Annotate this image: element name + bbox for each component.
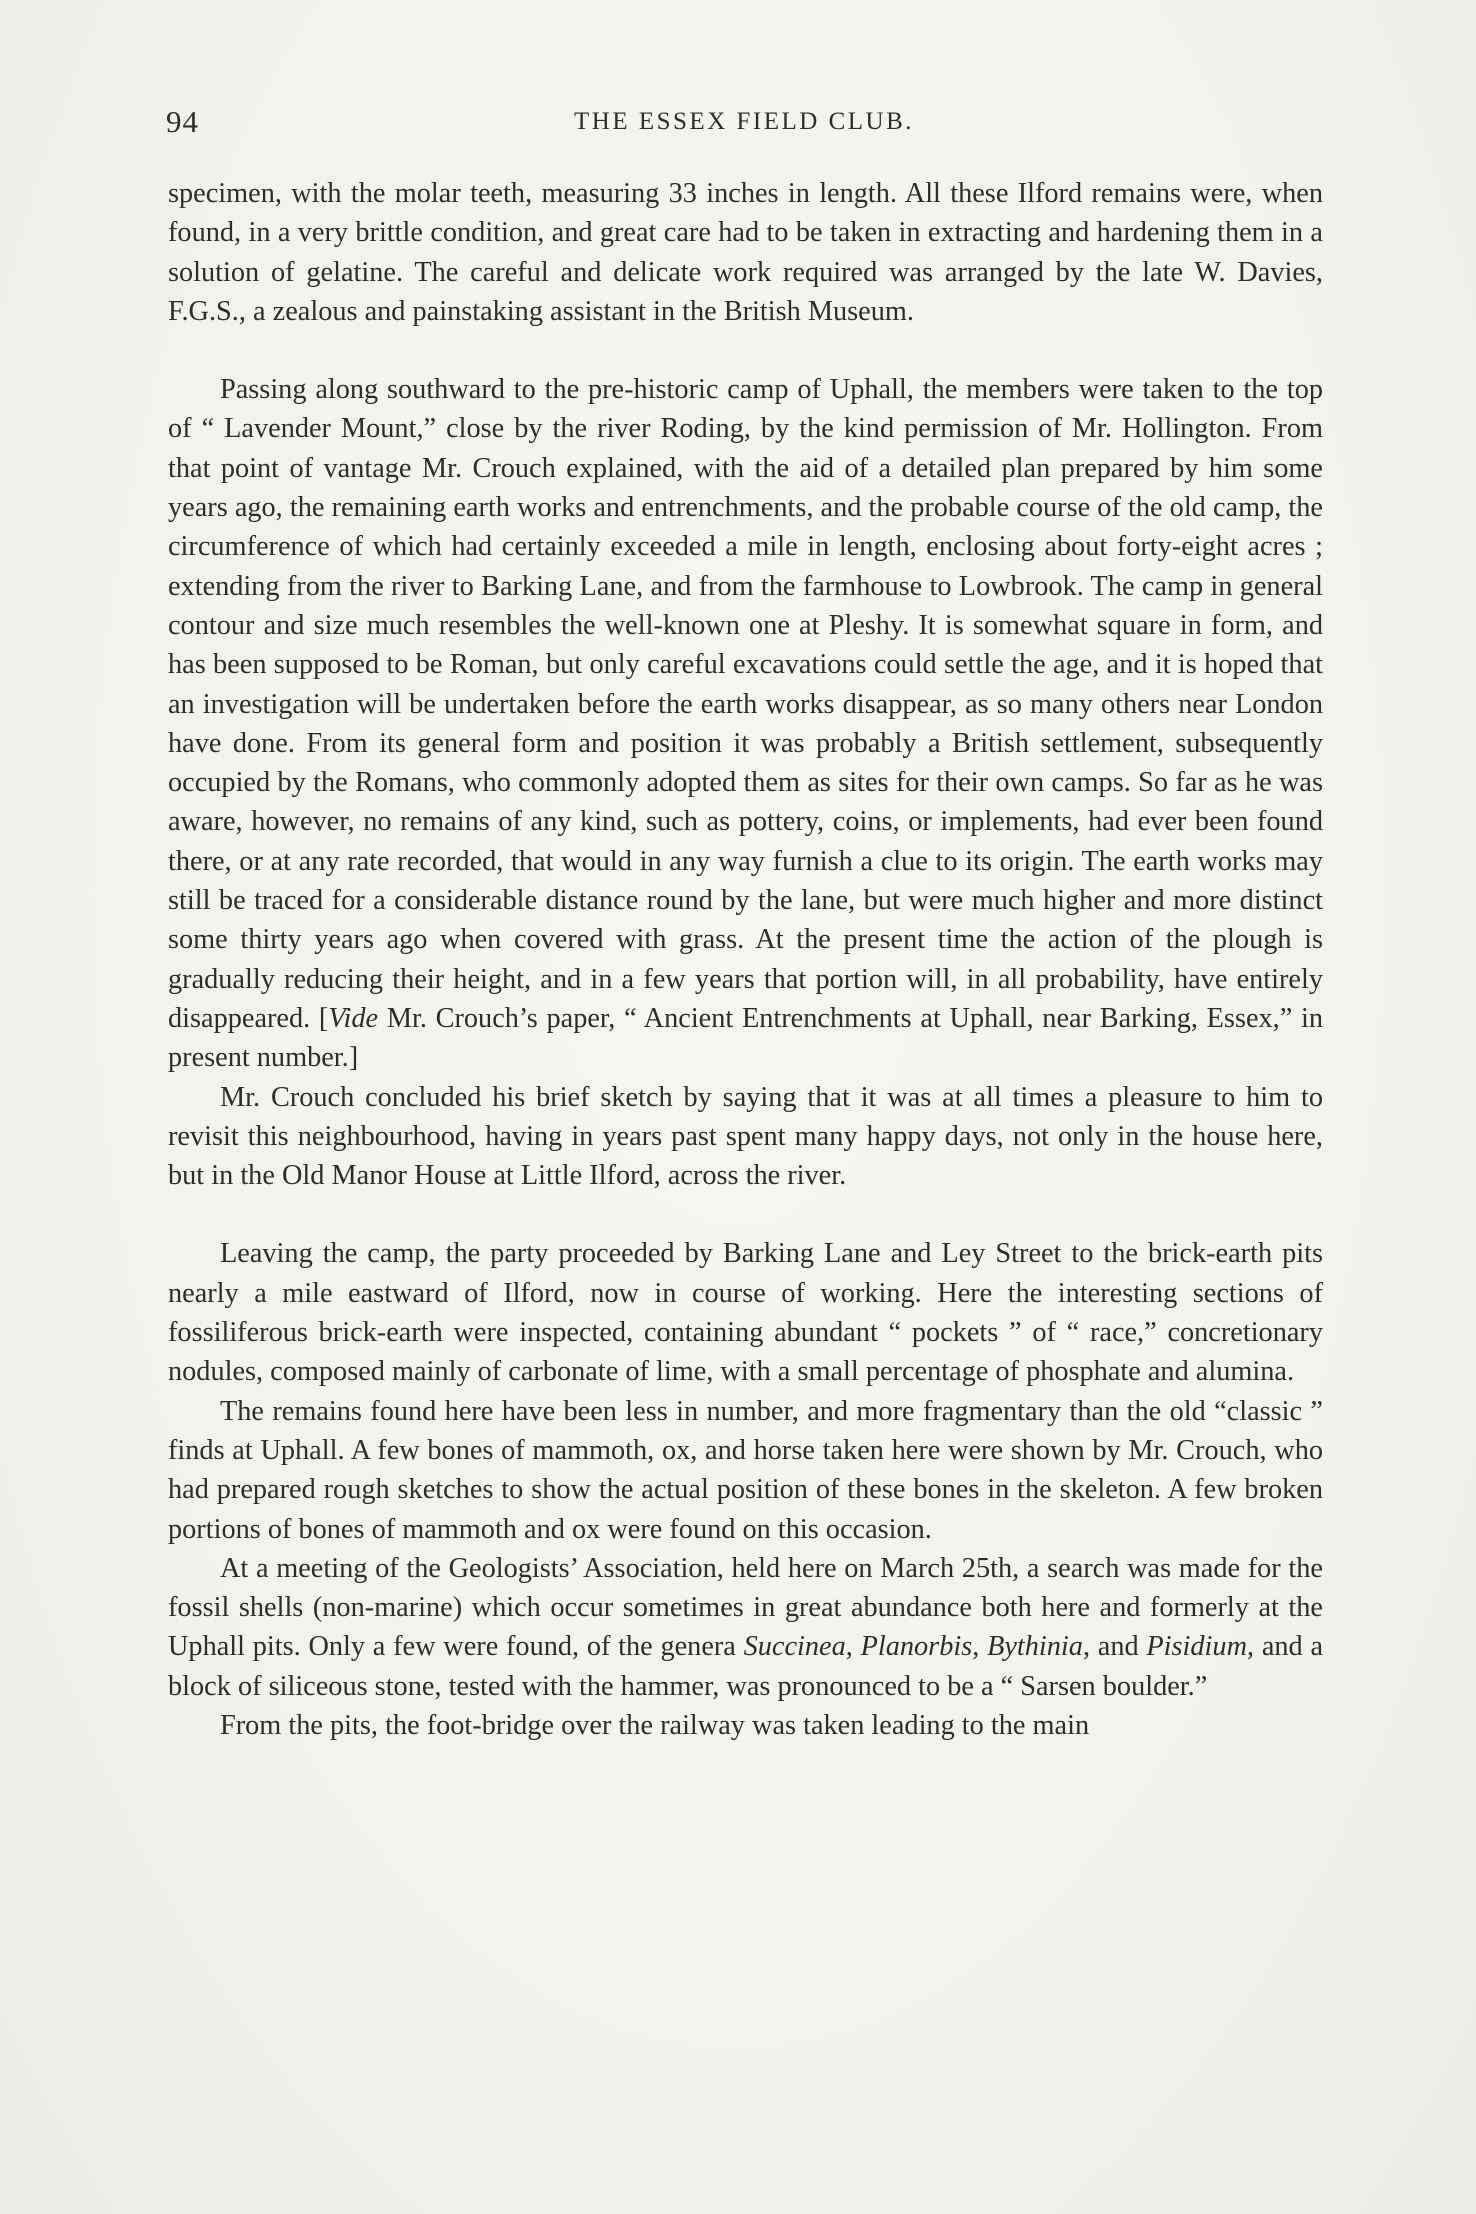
paragraph-geologists-association bbox=[168, 1549, 1323, 1706]
running-title: THE ESSEX FIELD CLUB. bbox=[574, 108, 914, 135]
paragraph-crouch-concluded: Mr. Crouch concluded his brief sketch by saying that it was at all times a pleasure to him to revisit this neighbourhood, having in years past spent many happy days, not only in the house here, but in the Old Manor House at Little Ilford, across the river. bbox=[168, 1081, 1323, 1192]
paragraph-uphall-camp bbox=[168, 370, 1323, 1077]
paragraph-text: At a meeting of the Geologists’ Association, held here on March 25th, a search was made for the fossil shells (non-marine) which occur sometimes in great abundance both here and formerly at the Uphall pits. Only a few were found, of the genera bbox=[168, 1552, 1323, 1663]
body-text bbox=[168, 174, 1323, 1745]
paragraph-remains-found: The remains found here have been less in number, and more fragmentary than the old “classic ” finds at Uphall. A few bones of mammoth, ox, and horse taken here were shown by Mr. Crouch, who had prepared rough sketches to show the actual position of these bones in the skeleton. A few broken portions of bones of mammoth and ox were found on this occasion. bbox=[168, 1395, 1323, 1545]
separator: , bbox=[972, 1631, 988, 1663]
editorial-note-text: Mr. Crouch’s paper, “ Ancient Entrenchments at Uphall, near Barking, Essex,” in present number.] bbox=[168, 1002, 1324, 1074]
genus-name: Bythinia bbox=[987, 1631, 1083, 1663]
paragraph-foot-bridge: From the pits, the foot-bridge over the railway was taken leading to the main bbox=[220, 1709, 1090, 1741]
genus-name: Succinea bbox=[743, 1631, 846, 1663]
genus-name: Pisidium bbox=[1146, 1631, 1248, 1663]
paragraph-text: Passing along southward to the pre-historic camp of Uphall, the members were taken to the top of “ Lavender Mount,” close by the river Roding, by the kind permission of Mr. Hollington. From that point of vantage Mr. Crouch explained, with the aid of a detailed plan prepared by him some years ago, the remaining earth works and entrenchments, and the probable course of the old camp, the circumference of which had certainly exceeded a mile in length, enclosing about forty-eight acres ; extending from the river to Barking Lane, and from the farmhouse to Lowbrook. The camp in general contour and size much resembles the well-known one at Pleshy. It is somewhat square in form, and has been supposed to be Roman, but only careful excavations could settle the age, and it is hoped that an investigation will be undertaken before the earth works disappear, as so many others near London have done. From its general form and position it was probably a British settlement, subsequently occupied by the Romans, who commonly adopted them as sites for their own camps. So far as he was aware, however, no remains of any kind, such as pottery, coins, or implements, had ever been found there, or at any rate recorded, that would in any way furnish a clue to its origin. The earth works may still be traced for a considerable distance round by the lane, but were much higher and more distinct some thirty years ago when covered with grass. At the present time the action of the plough is gradually reducing their height, and in a few years that portion will, in all probability, have entirely disappeared. bbox=[168, 374, 1323, 1034]
paragraph-specimen-continuation: specimen, with the molar teeth, measuring 33 inches in length. All these Ilford remains were, when found, in a very brittle condition, and great care had to be taken in extracting and hardening them in a solution of gelatine. The careful and delicate work required was arranged by the late W. Davies, F.G.S., a zealous and painstaking assistant in the British Museum. bbox=[168, 178, 1323, 327]
genus-name: Planorbis bbox=[860, 1631, 973, 1663]
editorial-note-open: [ bbox=[310, 1002, 329, 1034]
separator: , and bbox=[1082, 1631, 1147, 1663]
separator: , bbox=[845, 1631, 861, 1663]
paragraph-brick-earth-pits: Leaving the camp, the party proceeded by Barking Lane and Ley Street to the brick-earth pits nearly a mile eastward of Ilford, now in course of working. Here the interesting sections of fossiliferous brick-earth were inspected, containing abundant “ pockets ” of “ race,” concretionary nodules, composed mainly of carbonate of lime, with a small percentage of phosphate and alumina. bbox=[168, 1238, 1323, 1388]
page-number: 94 bbox=[166, 104, 199, 139]
running-header bbox=[166, 104, 1322, 144]
editorial-note-vide: Vide bbox=[328, 1002, 379, 1034]
paragraph-text: , and a block of siliceous stone, tested with the hammer, was pronounced to be a “ Sarsen boulder.” bbox=[168, 1631, 1323, 1702]
